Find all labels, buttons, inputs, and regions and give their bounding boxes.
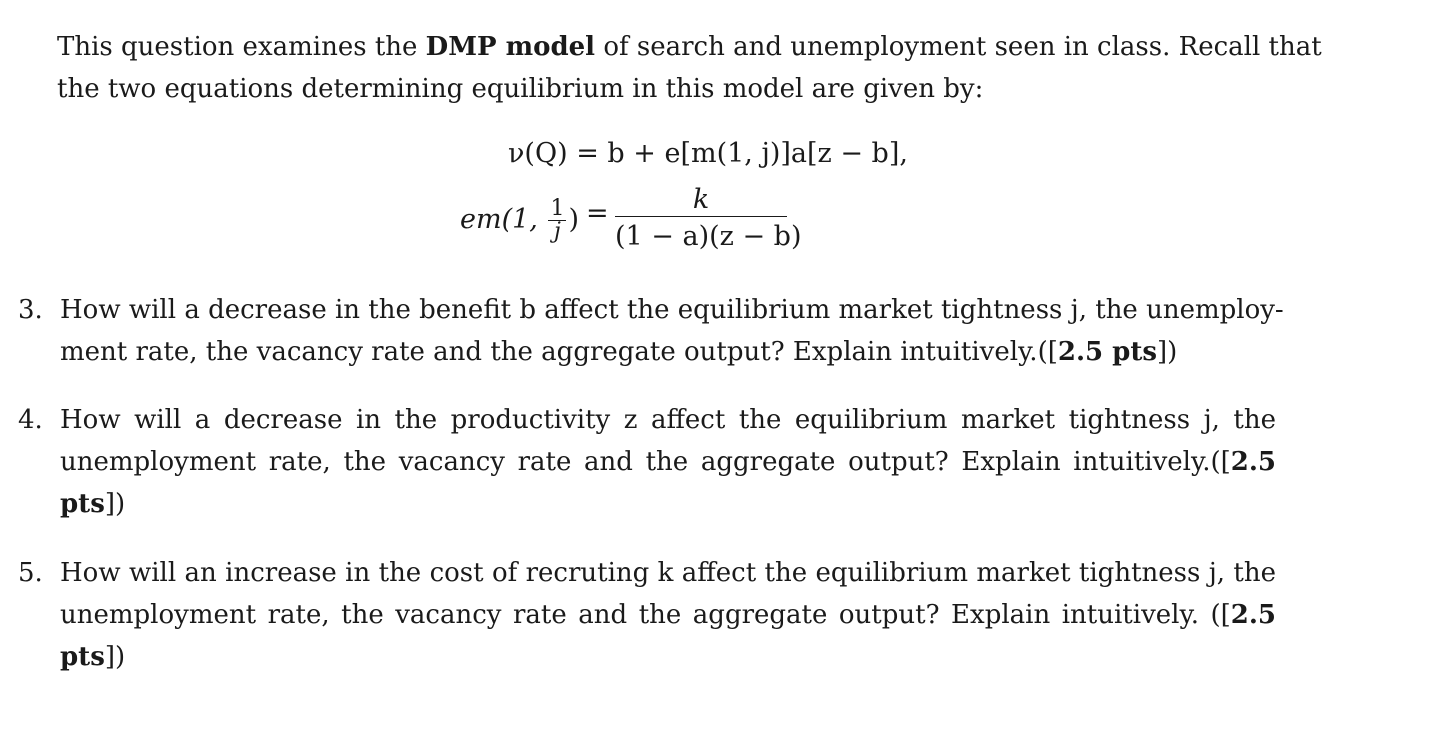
equation-2-equals: = [586,198,609,229]
question-3-number: 3. [18,295,43,325]
intro-paragraph [57,26,1322,110]
question-4-number: 4. [18,405,43,435]
question-5-line-1: How will an increase in the cost of recruting k affect the equilibrium market tightness j, the [60,558,1276,588]
question-4-line-1: How will a decrease in the productivity z affect the equilibrium market tightness j, the [60,405,1276,435]
equation-1 [508,138,908,169]
equation-1-text: ν(Q) = b + e[m(1, j)]a[z − b], [508,138,908,169]
dmp-model-bold: DMP model [425,32,596,62]
question-3-body [60,289,1284,373]
question-4-line-3: pts]) [60,489,126,519]
question-3-points: 2.5 pts [1057,337,1157,367]
question-5-line-3: pts]) [60,642,126,672]
question-5-body [60,552,1276,678]
question-4-body [60,399,1276,525]
equation-2-lhs: em(1, $\frac{1}{j}$ ) [460,196,580,244]
question-4-points: 2.5 [1230,447,1276,477]
equation-2-denominator: (1 − a)(z − b) [615,221,802,252]
intro-line-1: This question examines the DMP model of search and unemployment seen in class. Recall that [57,32,1322,62]
question-4-line-2: unemployment rate, the vacancy rate and the aggregate output? Explain intuitively.([2.5 [60,447,1276,477]
question-3-line-2: ment rate, the vacancy rate and the aggregate output? Explain intuitively.([2.5 pts]) [60,337,1178,367]
question-3-line-1: How will a decrease in the benefit b affect the equilibrium market tightness j, the unemploy- [60,295,1284,325]
question-5-number: 5. [18,558,43,588]
question-5-line-2: unemployment rate, the vacancy rate and the aggregate output? Explain intuitively. ([2.5 [60,600,1276,630]
equation-2-lhs-fraction: $\frac{1}{j}$ [550,196,565,244]
intro-line-2: the two equations determining equilibrium in this model are given by: [57,74,984,104]
equation-2-numerator: k [692,184,710,215]
question-5-points: 2.5 [1230,600,1276,630]
equation-2-rhs-fraction [615,184,802,253]
